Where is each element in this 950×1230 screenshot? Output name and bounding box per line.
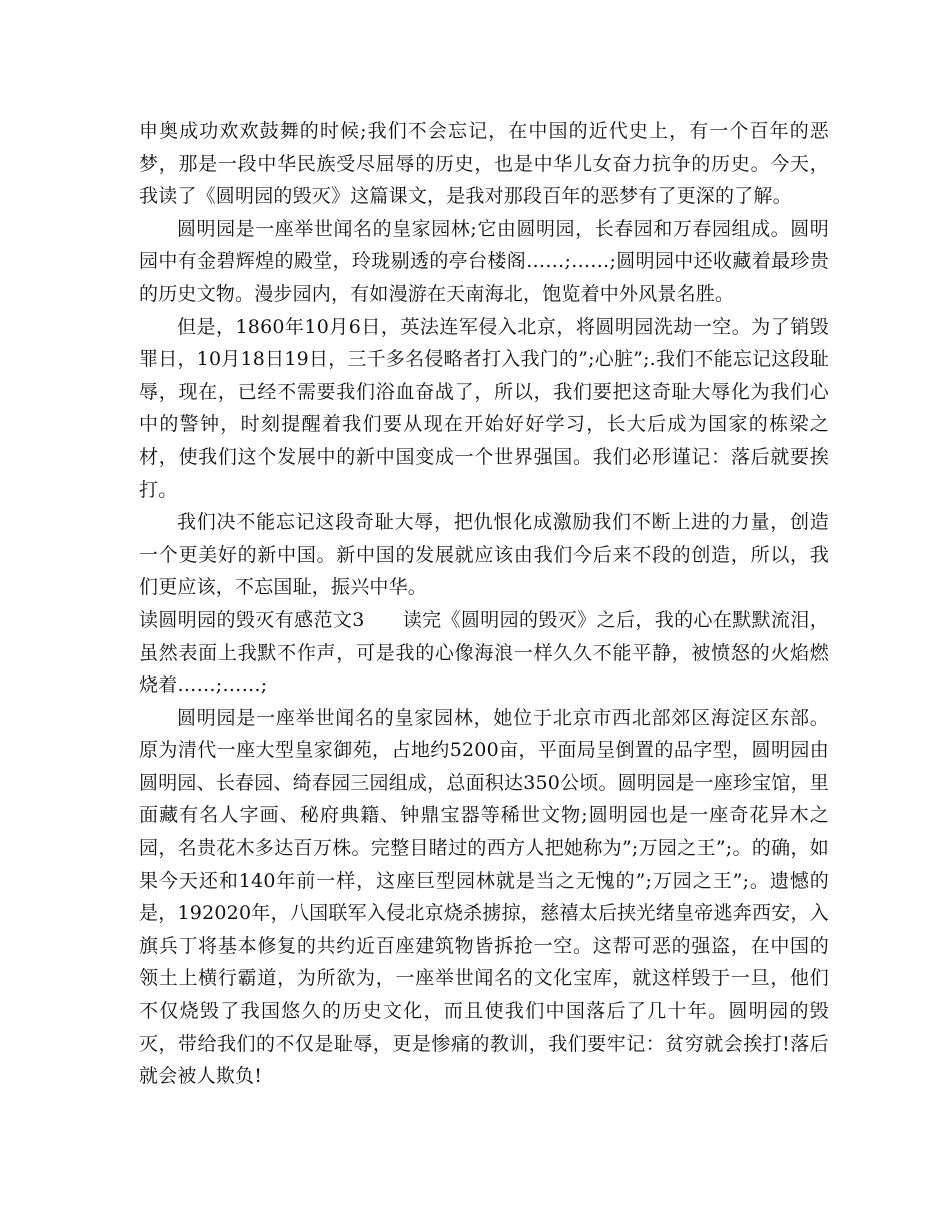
document-body bbox=[139, 115, 829, 1093]
paragraph-4: 我们决不能忘记这段奇耻大辱，把仇恨化成激励我们不断上进的力量，创造一个更美好的新中国。新中国的发展就应该由我们今后来不段的创造，所以，我们更应该，不忘国耻，振兴中华。 bbox=[139, 511, 829, 599]
paragraph-1: 申奥成功欢欢鼓舞的时候;我们不会忘记，在中国的近代史上，有一个百年的恶梦，那是一段中华民族受尽屈辱的历史，也是中华儿女奋力抗争的历史。今天，我读了《圆明园的毁灭》这篇课文，是我对那段百年的恶梦有了更深的了解。 bbox=[139, 120, 829, 208]
paragraph-6: 圆明园是一座举世闻名的皇家园林，她位于北京市西北部郊区海淀区东部。原为清代一座大型皇家御苑，占地约5200亩，平面局呈倒置的品字型，圆明园由圆明园、长春园、绮春园三园组成，总面积达350公顷。圆明园是一座珍宝馆，里面藏有名人字画、秘府典籍、钟鼎宝器等稀世文物;圆明园也是一座奇花异木之园，名贵花木多达百万株。完整目睹过的西方人把她称为”;万园之王”;。的确，如果今天还和140年前一样，这座巨型园林就是当之无愧的”;万园之王”;。遗憾的是，192020年，八国联军入侵北京烧杀掳掠，慈禧太后挟光绪皇帝逃奔西安，入旗兵丁将基本修复的共约近百座建筑物皆拆抢一空。这帮可恶的强盗，在中国的领土上横行霸道，为所欲为，一座举世闻名的文化宝库，就这样毁于一旦，他们不仅烧毁了我国悠久的历史文化，而且使我们中国落后了几十年。圆明园的毁灭，带给我们的不仅是耻辱，更是惨痛的教训，我们要牢记：贫穷就会挨打!落后就会被人欺负! bbox=[139, 706, 829, 1088]
paragraph-3: 但是，1860年10月6日，英法连军侵入北京，将圆明园洗劫一空。为了销毁罪日，10月18日19日，三千多名侵略者打入我门的”;心脏”;.我们不能忘记这段耻辱，现在，已经不需要我们浴血奋战了，所以，我们要把这奇耻大辱化为我们心中的警钟，时刻提醒着我们要从现在开始好好学习，长大后成为国家的栋梁之材，使我们这个发展中的新中国变成一个世界强国。我们必形谨记：落后就要挨打。 bbox=[139, 315, 829, 501]
paragraph-2: 圆明园是一座举世闻名的皇家园林;它由圆明园，长春园和万春园组成。圆明园中有金碧辉煌的殿堂，玲珑剔透的亭台楼阁……;……;圆明园中还收藏着最珍贵的历史文物。漫步园内，有如漫游在天南海北，饱览着中外风景名胜。 bbox=[139, 217, 829, 305]
paragraph-5-text: 读完《圆明园的毁灭》之后，我的心在默默流泪，虽然表面上我默不作声，可是我的心像海浪一样久久不能平静，被愤怒的火焰燃烧着……;……; bbox=[139, 608, 829, 697]
paragraph-5 bbox=[139, 604, 829, 702]
section-title: 读圆明园的毁灭有感范文3 bbox=[139, 608, 365, 631]
